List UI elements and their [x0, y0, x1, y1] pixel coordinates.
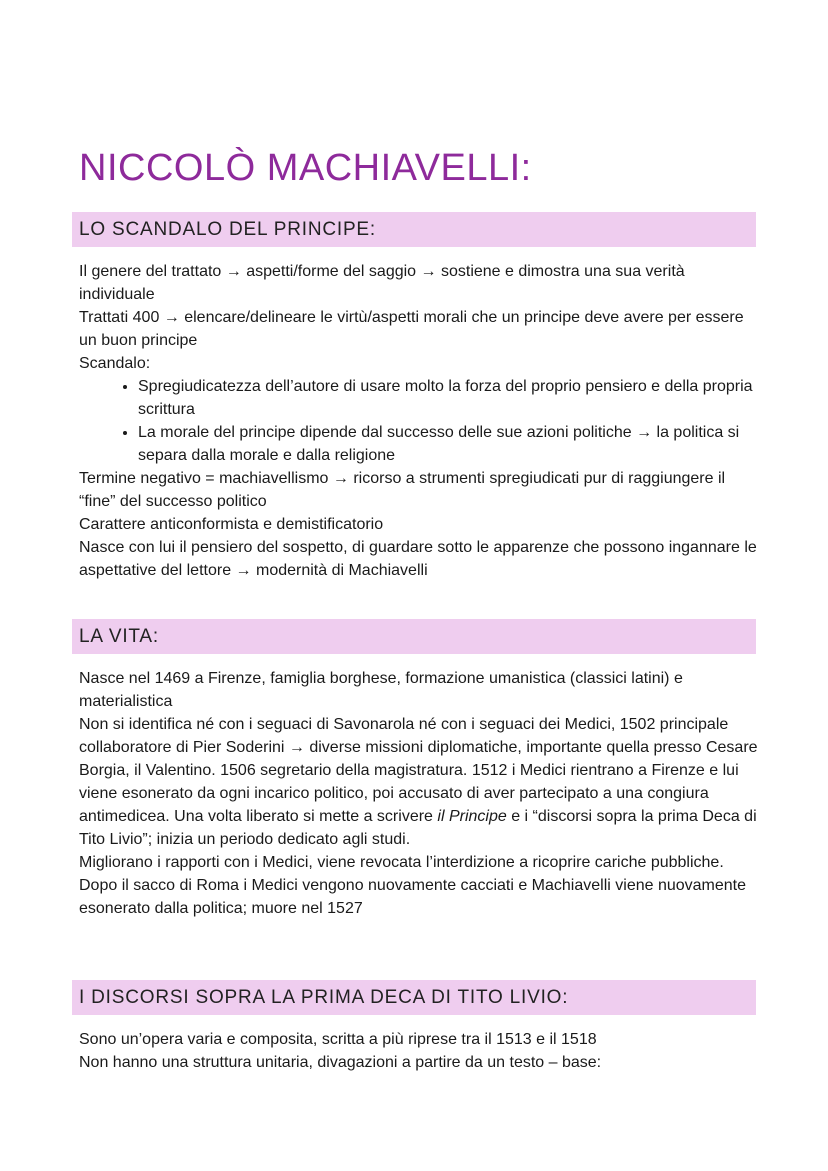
- page-title: NICCOLÒ MACHIAVELLI:: [79, 147, 532, 189]
- section-heading-vita: LA VITA:: [72, 619, 756, 654]
- text-run: e i “discorsi sopra la prima Deca di Tito Livio”; inizia un periodo dedicato agli studi.: [79, 808, 757, 848]
- paragraph: Nasce con lui il pensiero del sospetto, di guardare sotto le apparenze che possono ingannare le aspettative del lettore → modernità di Machiavelli: [79, 539, 757, 579]
- paragraph: Il genere del trattato → aspetti/forme del saggio → sostiene e dimostra una sua verità individuale: [79, 263, 685, 303]
- paragraph: Migliorano i rapporti con i Medici, viene revocata l’interdizione a ricoprire cariche pubbliche. Dopo il sacco di Roma i Medici vengono nuovamente cacciati e Machiavelli viene nuovamente esonerato dalla politica; muore nel 1527: [79, 854, 747, 917]
- section-heading-scandalo: LO SCANDALO DEL PRINCIPE:: [72, 212, 756, 247]
- paragraph: Scandalo:: [79, 355, 151, 372]
- paragraph: Nasce nel 1469 a Firenze, famiglia borghese, formazione umanistica (classici latini) e materialistica: [79, 670, 683, 710]
- section-body-scandalo: [79, 260, 759, 582]
- paragraph: [79, 713, 759, 851]
- paragraph: Sono un’opera varia e composita, scritta a più riprese tra il 1513 e il 1518: [79, 1031, 597, 1048]
- text-run: Non si identifica né con i seguaci di Savonarola né con i seguaci dei Medici, 1502 principale collaboratore di Pier Soderini → diverse missioni diplomatiche, importante quella presso Cesare Borgia, il Valentino. 1506 segretario della magistratura. 1512 i Medici rientrano a Firenze e lui viene esonerato da ogni incarico politico, poi accusato di aver partecipato a una congiura antimedicea. Una volta liberato si mette a scrivere: [79, 716, 758, 825]
- section-body-discorsi: [79, 1028, 759, 1074]
- paragraph: Trattati 400 → elencare/delineare le virtù/aspetti morali che un principe deve avere per essere un buon principe: [79, 309, 744, 349]
- paragraph: Non hanno una struttura unitaria, divagazioni a partire da un testo – base:: [79, 1054, 602, 1071]
- italic-title: il Principe: [437, 808, 507, 825]
- section-heading-discorsi: I DISCORSI SOPRA LA PRIMA DECA DI TITO LIVIO:: [72, 980, 756, 1015]
- paragraph: Carattere anticonformista e demistificatorio: [79, 516, 384, 533]
- section-body-vita: [79, 667, 759, 920]
- bullet-list: [79, 375, 759, 467]
- list-item: • Spregiudicatezza dell’autore di usare molto la forza del proprio pensiero e della propria scrittura: [138, 375, 759, 421]
- paragraph: Termine negativo = machiavellismo → ricorso a strumenti spregiudicati pur di raggiungere il “fine” del successo politico: [79, 470, 726, 510]
- list-item: • La morale del principe dipende dal successo delle sue azioni politiche → la politica si separa dalla morale e dalla religione: [138, 421, 759, 467]
